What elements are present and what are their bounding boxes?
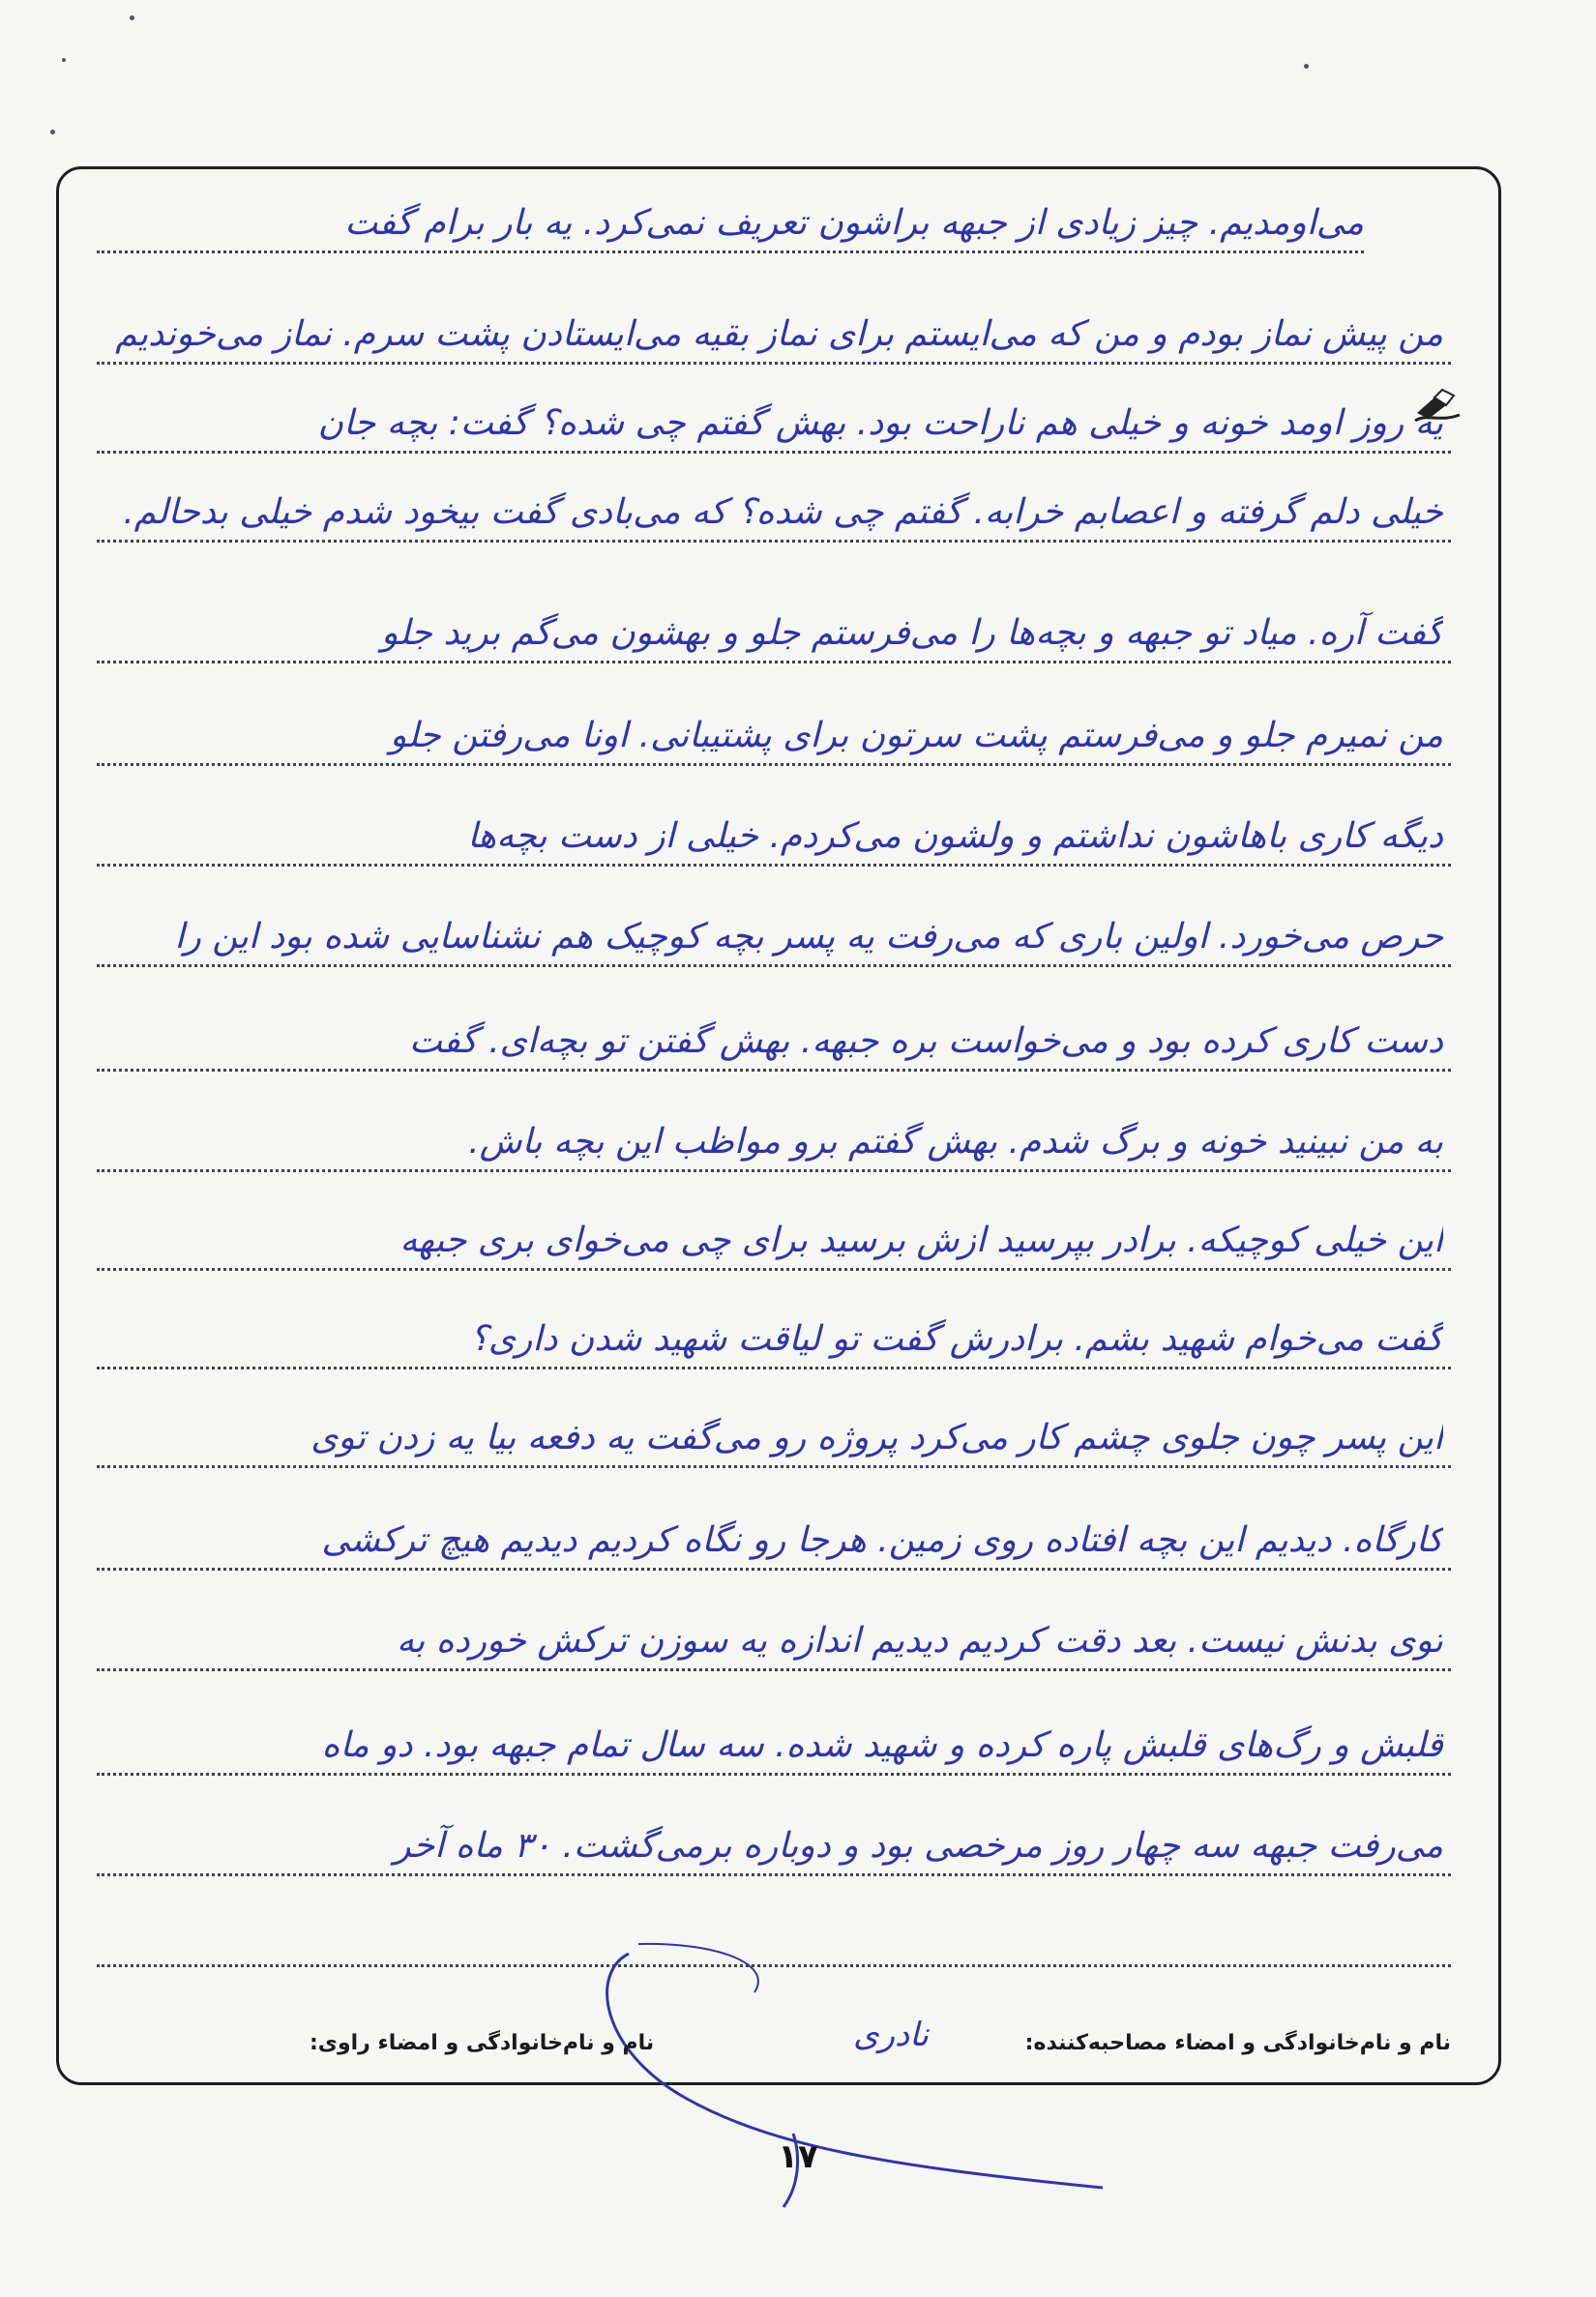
dotted-rule xyxy=(97,540,1451,543)
dotted-rule xyxy=(97,1773,1451,1776)
writing-line xyxy=(97,1379,1451,1468)
page-number: ۱۷ xyxy=(778,2137,818,2176)
interviewer-label: نام و نام‌خانوادگی و امضاء مصاحبه‌کننده: xyxy=(1024,2031,1451,2055)
dotted-rule xyxy=(97,1169,1451,1172)
writing-line xyxy=(97,164,1451,253)
writing-line xyxy=(97,983,1451,1072)
handwritten-text: قلبش و رگ‌های قلبش پاره کرده و شهید شده. سه سال تمام جبهه بود. دو ماه xyxy=(321,1725,1443,1765)
handwritten-text: دست کاری کرده بود و می‌خواست بره جبهه. بهش گفتن تو بچه‌ای. گفت xyxy=(409,1021,1443,1061)
writing-line xyxy=(97,1687,1451,1776)
signature-footer xyxy=(97,2016,1451,2070)
writing-line xyxy=(97,1787,1451,1876)
handwritten-text: دیگه کاری باهاشون نداشتم و ولشون می‌کردم. خیلی از دست بچه‌ها xyxy=(467,816,1443,856)
interviewer-signature: نادری xyxy=(853,2016,929,2054)
dotted-rule xyxy=(97,1465,1451,1468)
handwritten-text: من پیش نماز بودم و من که می‌ایستم برای نماز بقیه می‌ایستادن پشت سرم. نماز می‌خوندیم xyxy=(115,314,1443,354)
handwritten-text: گفت می‌خوام شهید بشم. برادرش گفت تو لیاقت شهید شدن داری؟ xyxy=(469,1319,1443,1359)
writing-line xyxy=(97,1482,1451,1571)
handwritten-text: خیلی دلم گرفته و اعصابم خرابه. گفتم چی شده؟ که می‌بادی گفت بیخود شدم خیلی بدحالم. xyxy=(123,492,1443,532)
writing-line xyxy=(97,365,1451,454)
writing-line xyxy=(97,1281,1451,1369)
writing-line xyxy=(97,454,1451,543)
dotted-rule xyxy=(97,1873,1451,1876)
signature-flourish xyxy=(580,1934,1122,2224)
dotted-rule xyxy=(97,864,1451,867)
dotted-rule xyxy=(97,964,1451,967)
handwritten-text: من نمیرم جلو و می‌فرستم پشت سرتون برای پشتیبانی. اونا می‌رفتن جلو xyxy=(390,716,1443,755)
dotted-rule xyxy=(97,1069,1451,1072)
handwritten-text: به من نبینید خونه و برگ شدم. بهش گفتم برو مواظب این بچه باش. xyxy=(468,1122,1443,1162)
handwritten-text: گفت آره. میاد تو جبهه و بچه‌ها را می‌فرستم جلو و بهشون می‌گم برید جلو xyxy=(381,613,1443,653)
handwritten-text: این پسر چون جلوی چشم کار می‌کرد پروژه رو می‌گفت یه دفعه بیا یه زدن توی xyxy=(310,1418,1443,1458)
handwritten-text: می‌رفت جبهه سه چهار روز مرخصی بود و دوباره برمی‌گشت. ۳۰ ماه آخر xyxy=(394,1826,1443,1866)
scan-speck xyxy=(50,130,55,134)
dotted-rule xyxy=(97,763,1451,766)
dotted-rule xyxy=(97,250,1364,253)
handwritten-text: توی بدنش نیست. بعد دقت کردیم دیدیم اندازه یه سوزن ترکش خورده به xyxy=(397,1621,1443,1661)
writing-line xyxy=(97,778,1451,867)
dotted-rule xyxy=(97,1268,1451,1271)
dotted-rule xyxy=(97,1568,1451,1571)
writing-line xyxy=(97,1582,1451,1671)
dotted-rule xyxy=(97,661,1451,663)
writing-line xyxy=(97,878,1451,967)
writing-line xyxy=(97,276,1451,365)
dotted-rule xyxy=(97,1367,1451,1369)
handwritten-text: حرص می‌خورد. اولین باری که می‌رفت یه پسر بچه کوچیک هم نشناسایی شده بود این را xyxy=(174,917,1443,957)
handwritten-text: کارگاه. دیدیم این بچه افتاده روی زمین. هرجا رو نگاه کردیم دیدیم هیچ ترکشی xyxy=(321,1520,1443,1560)
handwritten-text: یه روز اومد خونه و خیلی هم ناراحت بود. بهش گفتم چی شده؟ گفت: بچه جان xyxy=(317,403,1443,443)
dotted-rule xyxy=(97,1668,1451,1671)
scan-speck xyxy=(62,58,66,62)
writing-line xyxy=(97,677,1451,766)
writing-line xyxy=(97,1182,1451,1271)
handwritten-text: می‌اومدیم. چیز زیادی از جبهه براشون تعریف نمی‌کرد. یه بار برام گفت xyxy=(344,203,1364,243)
writing-line xyxy=(97,1083,1451,1172)
narrator-label: نام و نام‌خانوادگی و امضاء راوی: xyxy=(310,2031,655,2055)
writing-line xyxy=(97,574,1451,663)
handwritten-text: این خیلی کوچیکه. برادر بپرسید ازش برسید برای چی می‌خوای بری جبهه xyxy=(399,1221,1443,1260)
